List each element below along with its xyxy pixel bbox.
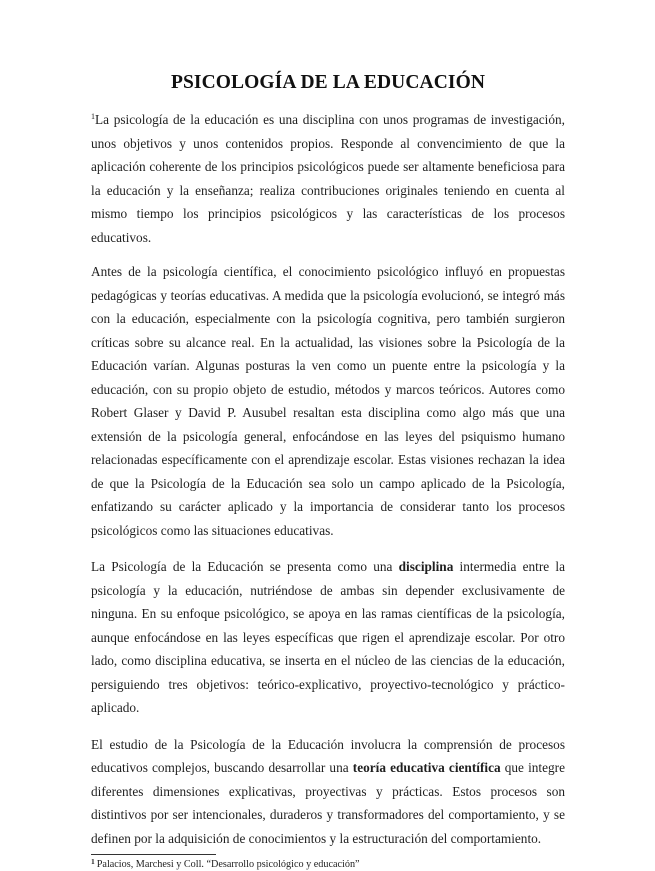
paragraph-4-bold: teoría educativa científica xyxy=(352,760,501,775)
paragraph-1-text: La psicología de la educación es una disciplina con unos programas de investigación, unos objetivos y unos contenidos propios. Responde al convencimiento de que la aplicación coherente de los principios psicológicos puede ser altamente beneficiosa para la educación y la enseñanza; realiza contribuciones originales teniendo en cuenta al mismo tiempo los principios psicológicos y las características de los procesos educativos. xyxy=(91,112,565,245)
paragraph-4-text-a: El estudio de la Psicología de la Educación involucra la comprensión de procesos educativos complejos, buscando desarrollar una xyxy=(91,736,565,775)
paragraph-3-text-a: La Psicología de la Educación se presenta como una xyxy=(91,559,399,574)
paragraph-2: Antes de la psicología científica, el conocimiento psicológico influyó en propuestas pedagógicas y teorías educativas. A medida que la psicología evolucionó, se integró más con la educación, especialmente con la psicología cognitiva, pero también surgieron críticas sobre su alcance real. En la actualidad, las visiones sobre la Psicología de la Educación varían. Algunas posturas la ven como un puente entre la psicología y la educación, con su propio objeto de estudio, métodos y marcos teóricos. Autores como Robert Glaser y David P. Ausubel resaltan esta disciplina como algo más que una extensión de la psicología general, enfocándose en las leyes del psiquismo humano relacionadas específicamente con el aprendizaje escolar. Estas visiones rechazan la idea de que la Psicología de la Educación sea solo un campo aplicado de la Psicología, enfatizando su carácter aplicado y la importancia de considerar tanto los procesos psicológicos como las situaciones educativas. xyxy=(91,264,565,538)
paragraph-4 xyxy=(91,733,565,851)
paragraph-4-text-b: que integre diferentes dimensiones explicativas, proyectivas y prácticas. Estos procesos son distintivos por ser intencionales, duraderos y transformadores del comportamiento, y se definen por la adquisición de conocimientos y la estructuración del comportamiento. xyxy=(91,760,566,846)
footnote-divider xyxy=(91,854,216,855)
footnote xyxy=(91,858,565,871)
footnote-text: Palacios, Marchesi y Coll. “Desarrollo psicológico y educación” xyxy=(96,859,360,870)
paragraph-3-bold: disciplina xyxy=(398,559,454,574)
paragraph-3-text-b: intermedia entre la psicología y la educación, nutriéndose de ambas sin depender exclusivamente de ninguna. En su enfoque psicológico, se apoya en las ramas científicas de la psicología, aunque enfocándose en las leyes específicas que rigen el aprendizaje escolar. Por otro lado, como disciplina educativa, se inserta en el núcleo de las ciencias de la educación, persiguiendo tres objetivos: teórico-explicativo, proyectivo-tecnológico y práctico-aplicado. xyxy=(91,559,565,715)
footnote-number: 1 xyxy=(91,857,95,866)
paragraph-3 xyxy=(91,555,565,720)
page-title: PSICOLOGÍA DE LA EDUCACIÓN xyxy=(170,72,486,93)
paragraph-1 xyxy=(91,108,565,249)
footnote-reference[interactable]: 1 xyxy=(91,112,95,121)
